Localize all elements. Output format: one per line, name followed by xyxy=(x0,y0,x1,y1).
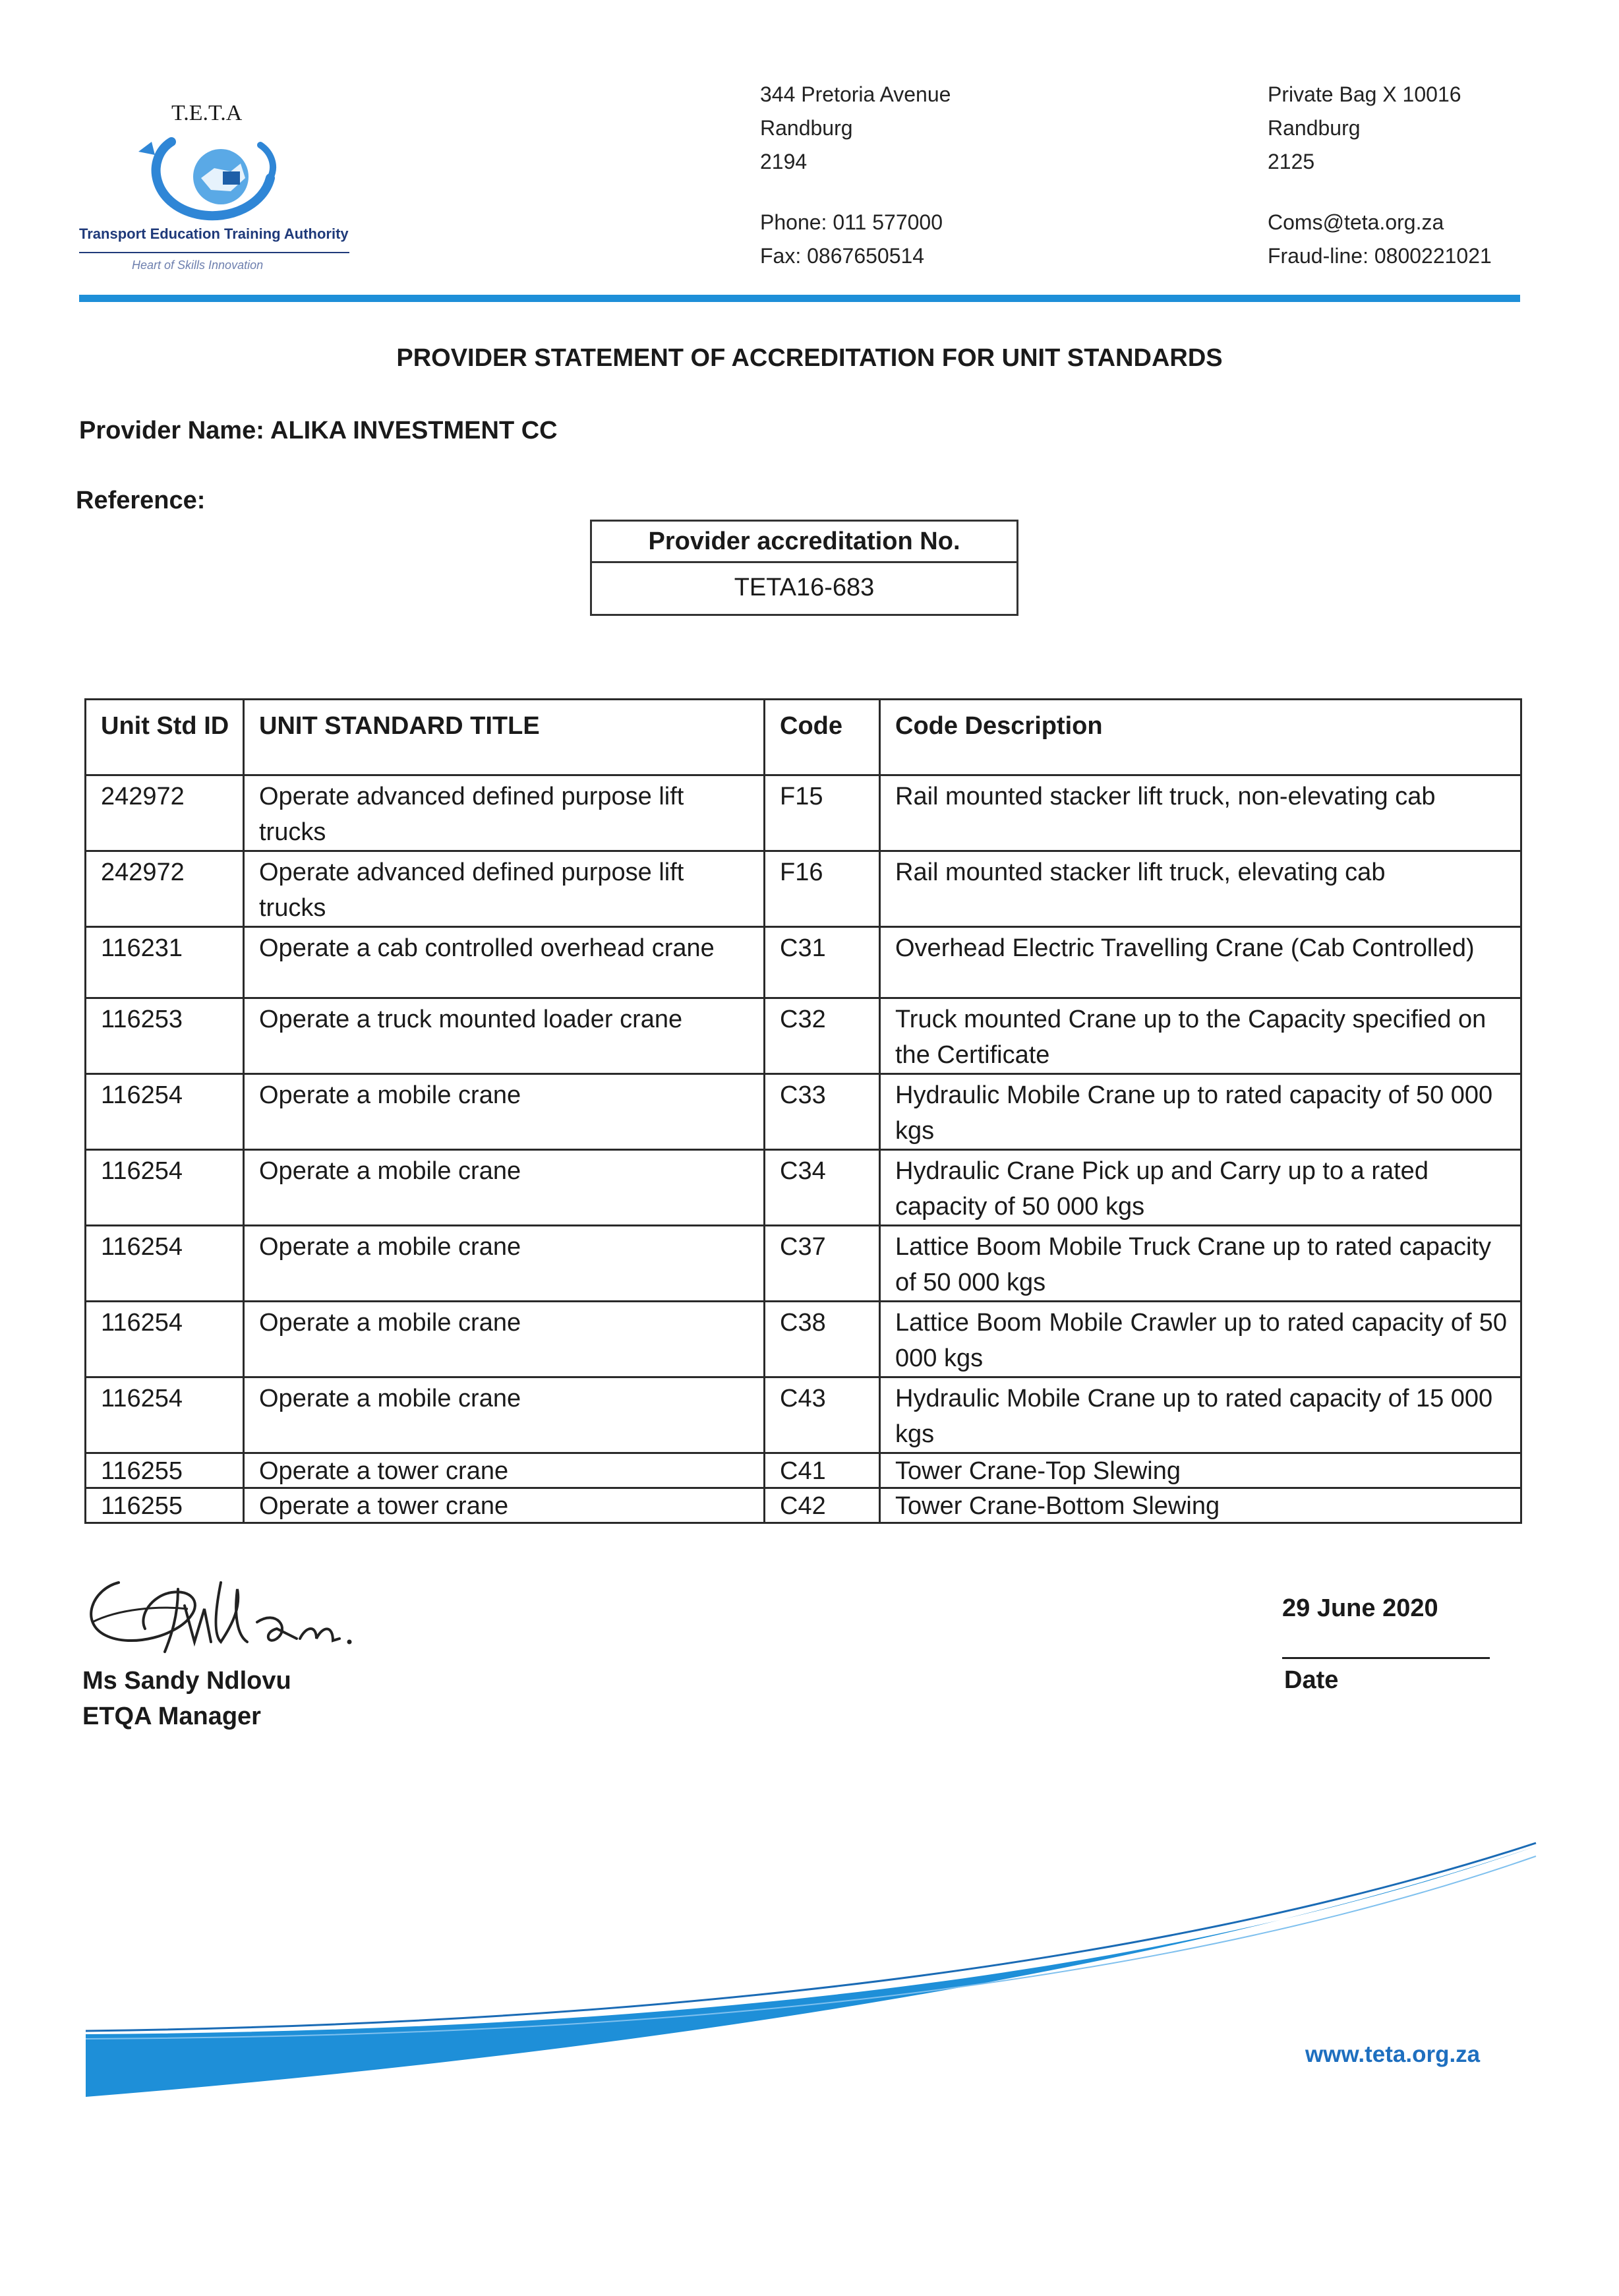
signatory-role: ETQA Manager xyxy=(82,1703,261,1730)
cell-code: C37 xyxy=(765,1226,880,1302)
column-header-description: Code Description xyxy=(880,700,1521,775)
cell-unit-id: 116253 xyxy=(86,998,244,1074)
reference-label: Reference: xyxy=(76,487,206,514)
logo-organisation-name: Transport Education Training Authority xyxy=(79,226,349,242)
column-header-code: Code xyxy=(765,700,880,775)
cell-code: C31 xyxy=(765,927,880,998)
cell-unit-id: 116231 xyxy=(86,927,244,998)
table-row xyxy=(86,1226,1521,1302)
postal-address-line: 2125 xyxy=(1268,150,1315,173)
cell-code: C32 xyxy=(765,998,880,1074)
cell-unit-id: 116254 xyxy=(86,1150,244,1226)
cell-description: Hydraulic Crane Pick up and Carry up to a rated capacity of 50 000 kgs xyxy=(880,1150,1521,1226)
logo-divider xyxy=(79,252,349,253)
postal-address-line: Private Bag X 10016 xyxy=(1268,82,1461,106)
cell-code: C42 xyxy=(765,1488,880,1523)
table-row xyxy=(86,1377,1521,1453)
logo-tagline: Heart of Skills Innovation xyxy=(132,258,264,272)
cell-unit-id: 116254 xyxy=(86,1377,244,1453)
cell-title: Operate a tower crane xyxy=(244,1488,765,1523)
footer-swoosh xyxy=(0,1833,1619,2110)
table-row xyxy=(86,775,1521,851)
unit-standards-table xyxy=(84,698,1522,1524)
table-row xyxy=(86,1074,1521,1150)
table-row xyxy=(86,1488,1521,1523)
accreditation-box xyxy=(590,520,1018,616)
phone-fax-block xyxy=(760,206,943,273)
cell-title: Operate a tower crane xyxy=(244,1453,765,1488)
header-divider xyxy=(79,295,1520,302)
table-row xyxy=(86,1302,1521,1377)
cell-title: Operate a cab controlled overhead crane xyxy=(244,927,765,998)
cell-unit-id: 116254 xyxy=(86,1226,244,1302)
email-address: Coms@teta.org.za xyxy=(1268,210,1444,234)
cell-code: C38 xyxy=(765,1302,880,1377)
cell-code: F15 xyxy=(765,775,880,851)
cell-description: Tower Crane-Bottom Slewing xyxy=(880,1488,1521,1523)
cell-code: C34 xyxy=(765,1150,880,1226)
table-row xyxy=(86,1453,1521,1488)
cell-description: Rail mounted stacker lift truck, elevating cab xyxy=(880,851,1521,927)
accreditation-number: TETA16-683 xyxy=(734,574,875,601)
document-title: PROVIDER STATEMENT OF ACCREDITATION FOR UNIT STANDARDS xyxy=(396,344,1223,372)
postal-address xyxy=(1268,78,1461,179)
fax-number: Fax: 0867650514 xyxy=(760,244,925,268)
postal-address-line: Randburg xyxy=(1268,116,1361,140)
cell-description: Overhead Electric Travelling Crane (Cab Controlled) xyxy=(880,927,1521,998)
physical-address-line: 344 Pretoria Avenue xyxy=(760,82,951,106)
physical-address xyxy=(760,78,951,179)
physical-address-line: 2194 xyxy=(760,150,808,173)
table-row xyxy=(86,851,1521,927)
cell-description: Hydraulic Mobile Crane up to rated capacity of 50 000 kgs xyxy=(880,1074,1521,1150)
cell-description: Tower Crane-Top Slewing xyxy=(880,1453,1521,1488)
issue-date: 29 June 2020 xyxy=(1282,1594,1438,1622)
cell-title: Operate a truck mounted loader crane xyxy=(244,998,765,1074)
cell-title: Operate a mobile crane xyxy=(244,1226,765,1302)
cell-unit-id: 116255 xyxy=(86,1488,244,1523)
cell-title: Operate advanced defined purpose lift trucks xyxy=(244,775,765,851)
table-row xyxy=(86,998,1521,1074)
cell-description: Lattice Boom Mobile Truck Crane up to rated capacity of 50 000 kgs xyxy=(880,1226,1521,1302)
teta-logo xyxy=(73,79,376,284)
website-link[interactable]: www.teta.org.za xyxy=(1305,2041,1481,2067)
cell-code: C33 xyxy=(765,1074,880,1150)
cell-title: Operate a mobile crane xyxy=(244,1074,765,1150)
teta-emblem-icon xyxy=(73,79,376,231)
logo-acronym: T.E.T.A xyxy=(171,101,243,125)
cell-description: Truck mounted Crane up to the Capacity specified on the Certificate xyxy=(880,998,1521,1074)
table-header-row xyxy=(86,700,1521,775)
table-row xyxy=(86,1150,1521,1226)
cell-unit-id: 116254 xyxy=(86,1074,244,1150)
cell-description: Hydraulic Mobile Crane up to rated capacity of 15 000 kgs xyxy=(880,1377,1521,1453)
cell-unit-id: 242972 xyxy=(86,775,244,851)
cell-description: Rail mounted stacker lift truck, non-elevating cab xyxy=(880,775,1521,851)
cell-description: Lattice Boom Mobile Crawler up to rated capacity of 50 000 kgs xyxy=(880,1302,1521,1377)
cell-title: Operate a mobile crane xyxy=(244,1150,765,1226)
signatory-name: Ms Sandy Ndlovu xyxy=(82,1667,291,1695)
cell-unit-id: 242972 xyxy=(86,851,244,927)
contact-block xyxy=(1268,206,1492,273)
cell-code: C41 xyxy=(765,1453,880,1488)
cell-title: Operate a mobile crane xyxy=(244,1377,765,1453)
handwritten-signature xyxy=(79,1543,409,1675)
provider-name: Provider Name: ALIKA INVESTMENT CC xyxy=(79,417,558,444)
phone-number: Phone: 011 577000 xyxy=(760,210,943,234)
cell-title: Operate a mobile crane xyxy=(244,1302,765,1377)
date-label: Date xyxy=(1284,1666,1339,1694)
fraud-line: Fraud-line: 0800221021 xyxy=(1268,244,1492,268)
cell-unit-id: 116254 xyxy=(86,1302,244,1377)
date-underline xyxy=(1282,1657,1490,1659)
cell-unit-id: 116255 xyxy=(86,1453,244,1488)
column-header-title: UNIT STANDARD TITLE xyxy=(244,700,765,775)
physical-address-line: Randburg xyxy=(760,116,853,140)
cell-code: F16 xyxy=(765,851,880,927)
accreditation-label: Provider accreditation No. xyxy=(592,522,1016,563)
cell-title: Operate advanced defined purpose lift trucks xyxy=(244,851,765,927)
table-row xyxy=(86,927,1521,998)
cell-code: C43 xyxy=(765,1377,880,1453)
column-header-unit-id: Unit Std ID xyxy=(86,700,244,775)
